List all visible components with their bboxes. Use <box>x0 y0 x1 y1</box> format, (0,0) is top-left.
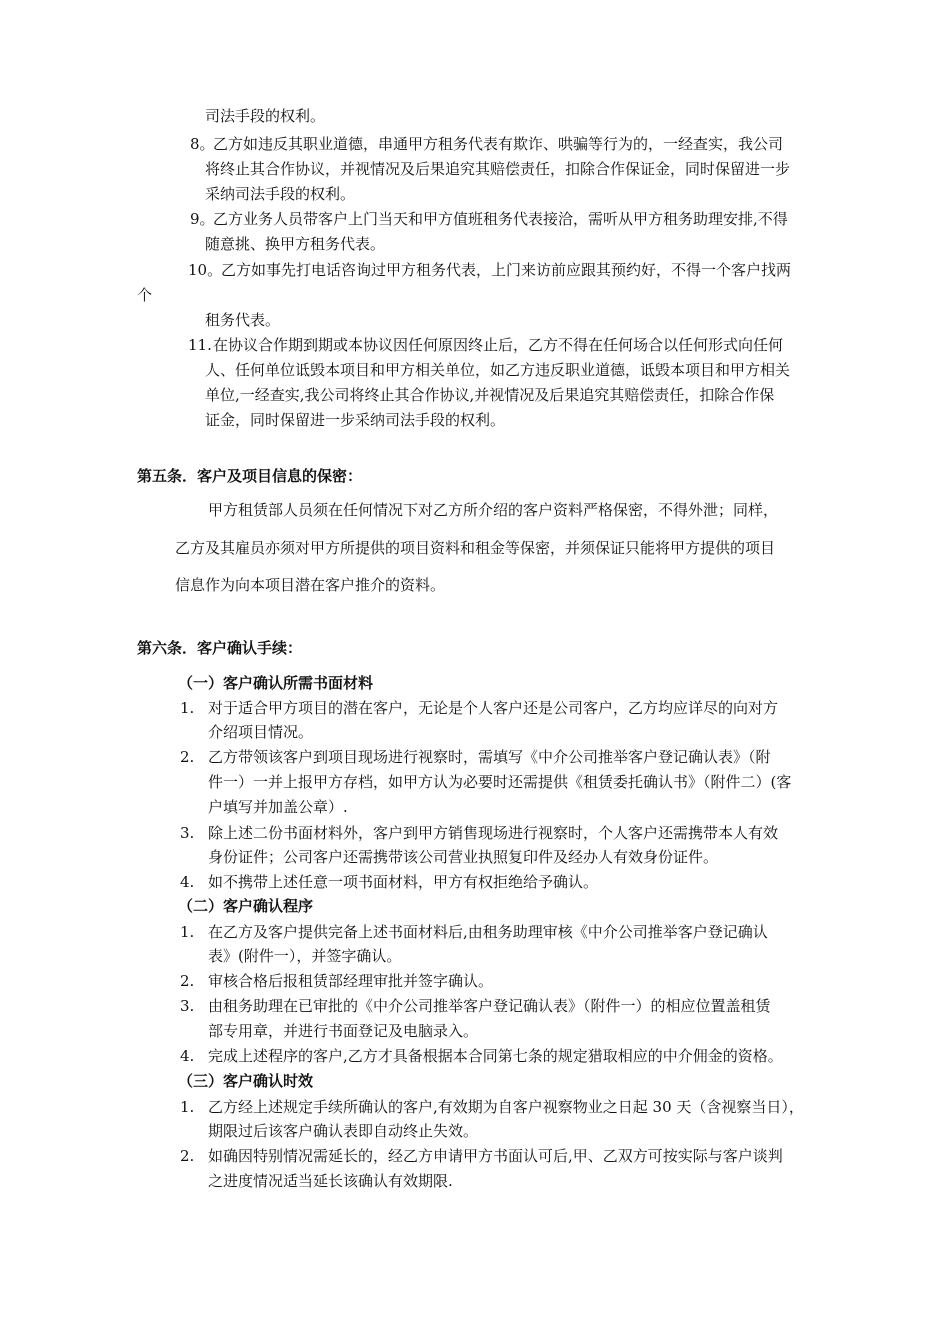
list-item-line: 租务代表。 <box>205 311 281 329</box>
list-item-line: 户填写并加盖公章）. <box>208 798 348 816</box>
list-item-line: 如确因特别情况需延长的，经乙方申请甲方书面认可后,甲、乙双方可按实际与客户谈判 <box>208 1147 783 1165</box>
list-item-number: 2. <box>180 748 195 766</box>
list-item-line: 期限过后该客户确认表即自动终止失效。 <box>208 1122 479 1140</box>
list-item-number: 3. <box>180 997 195 1015</box>
list-item-number: 10。 <box>188 261 223 279</box>
list-item-number: 2. <box>180 1147 195 1165</box>
list-item-number: 3. <box>180 824 195 842</box>
list-item-number: 1. <box>180 1098 195 1116</box>
list-item-line: 将终止其合作协议，并视情况及后果追究其赔偿责任，扣除合作保证金，同时保留进一步 <box>205 160 791 178</box>
paragraph-line: 甲方租赁部人员须在任何情况下对乙方所介绍的客户资料严格保密，不得外泄；同样， <box>208 501 779 519</box>
list-item-number: 11. <box>188 336 212 354</box>
list-item-line: 在乙方及客户提供完备上述书面材料后,由租务助理审核《中介公司推举客户登记确认 <box>208 923 768 941</box>
subsection-heading: （一）客户确认所需书面材料 <box>178 674 374 692</box>
list-item-line: 身份证件；公司客户还需携带该公司营业执照复印件及经办人有效身份证件。 <box>208 848 719 866</box>
subsection-heading: （三）客户确认时效 <box>178 1072 314 1090</box>
list-item-line: 表》(附件一），并签字确认。 <box>208 947 402 965</box>
list-item-line: 随意挑、换甲方租务代表。 <box>205 235 386 253</box>
list-item-line: 单位,一经查实,我公司将终止其合作协议,并视情况及后果追究其赔偿责任，扣除合作保 <box>205 386 775 404</box>
list-item-line: 采纳司法手段的权利。 <box>205 185 356 203</box>
list-item-line: 在协议合作期到期或本协议因任何原因终止后，乙方不得在任何场合以任何形式向任何 <box>213 336 784 354</box>
section-heading: 第六条．客户确认手续： <box>137 639 303 657</box>
list-item-line-wrap: 个 <box>137 286 153 304</box>
list-item-line: 乙方如违反其职业道德，串通甲方租务代表有欺诈、哄骗等行为的，一经查实，我公司 <box>213 135 784 153</box>
list-item-line: 乙方经上述规定手续所确认的客户,有效期为自客户视察物业之日起 30 天（含视察当日）， <box>208 1098 804 1116</box>
list-item-line: 乙方带领该客户到项目现场进行视察时，需填写《中介公司推举客户登记确认表》（附 <box>208 748 771 766</box>
paragraph-line: 信息作为向本项目潜在客户推介的资料。 <box>175 576 446 594</box>
list-item-line: 对于适合甲方项目的潜在客户，无论是个人客户还是公司客户，乙方均应详尽的向对方 <box>208 699 779 717</box>
list-item-line: 件一）一并上报甲方存档，如甲方认为必要时还需提供《租赁委托确认书》（附件二）(客 <box>208 773 792 791</box>
list-item-line: 完成上述程序的客户,乙方才具备根据本合同第七条的规定猎取相应的中介佣金的资格。 <box>208 1047 783 1065</box>
list-item-line: 乙方如事先打电话咨询过甲方租务代表，上门来访前应跟其预约好，不得一个客户找两 <box>221 261 792 279</box>
list-item-line: 由租务助理在已审批的《中介公司推举客户登记确认表》（附件一）的相应位置盖租赁 <box>208 997 771 1015</box>
clause-continuation-line: 司法手段的权利。 <box>205 107 326 125</box>
list-item-number: 1. <box>180 699 195 717</box>
section-heading: 第五条．客户及项目信息的保密： <box>137 467 363 485</box>
list-item-number: 8。 <box>190 135 215 153</box>
list-item-line: 部专用章，并进行书面登记及电脑录入。 <box>208 1022 479 1040</box>
list-item-line: 除上述二份书面材料外，客户到甲方销售现场进行视察时，个人客户还需携带本人有效 <box>208 824 779 842</box>
list-item-number: 4. <box>180 873 195 891</box>
list-item-line: 介绍项目情况。 <box>208 723 314 741</box>
list-item-line: 人、任何单位诋毁本项目和甲方相关单位，如乙方违反职业道德，诋毁本项目和甲方相关 <box>205 361 791 379</box>
list-item-number: 1. <box>180 923 195 941</box>
list-item-line: 证金，同时保留进一步采纳司法手段的权利。 <box>205 411 506 429</box>
list-item-number: 2. <box>180 972 195 990</box>
subsection-heading: （二）客户确认程序 <box>178 897 314 915</box>
list-item-line: 乙方业务人员带客户上门当天和甲方值班租务代表接洽，需听从甲方租务助理安排,不得 <box>213 210 788 228</box>
list-item-line: 之进度情况适当延长该确认有效期限. <box>208 1172 453 1190</box>
list-item-number: 4. <box>180 1047 195 1065</box>
paragraph-line: 乙方及其雇员亦须对甲方所提供的项目资料和租金等保密，并须保证只能将甲方提供的项目 <box>175 539 776 557</box>
list-item-number: 9。 <box>190 210 215 228</box>
list-item-line: 如不携带上述任意一项书面材料，甲方有权拒绝给予确认。 <box>208 873 599 891</box>
list-item-line: 审核合格后报租赁部经理审批并签字确认。 <box>208 972 494 990</box>
